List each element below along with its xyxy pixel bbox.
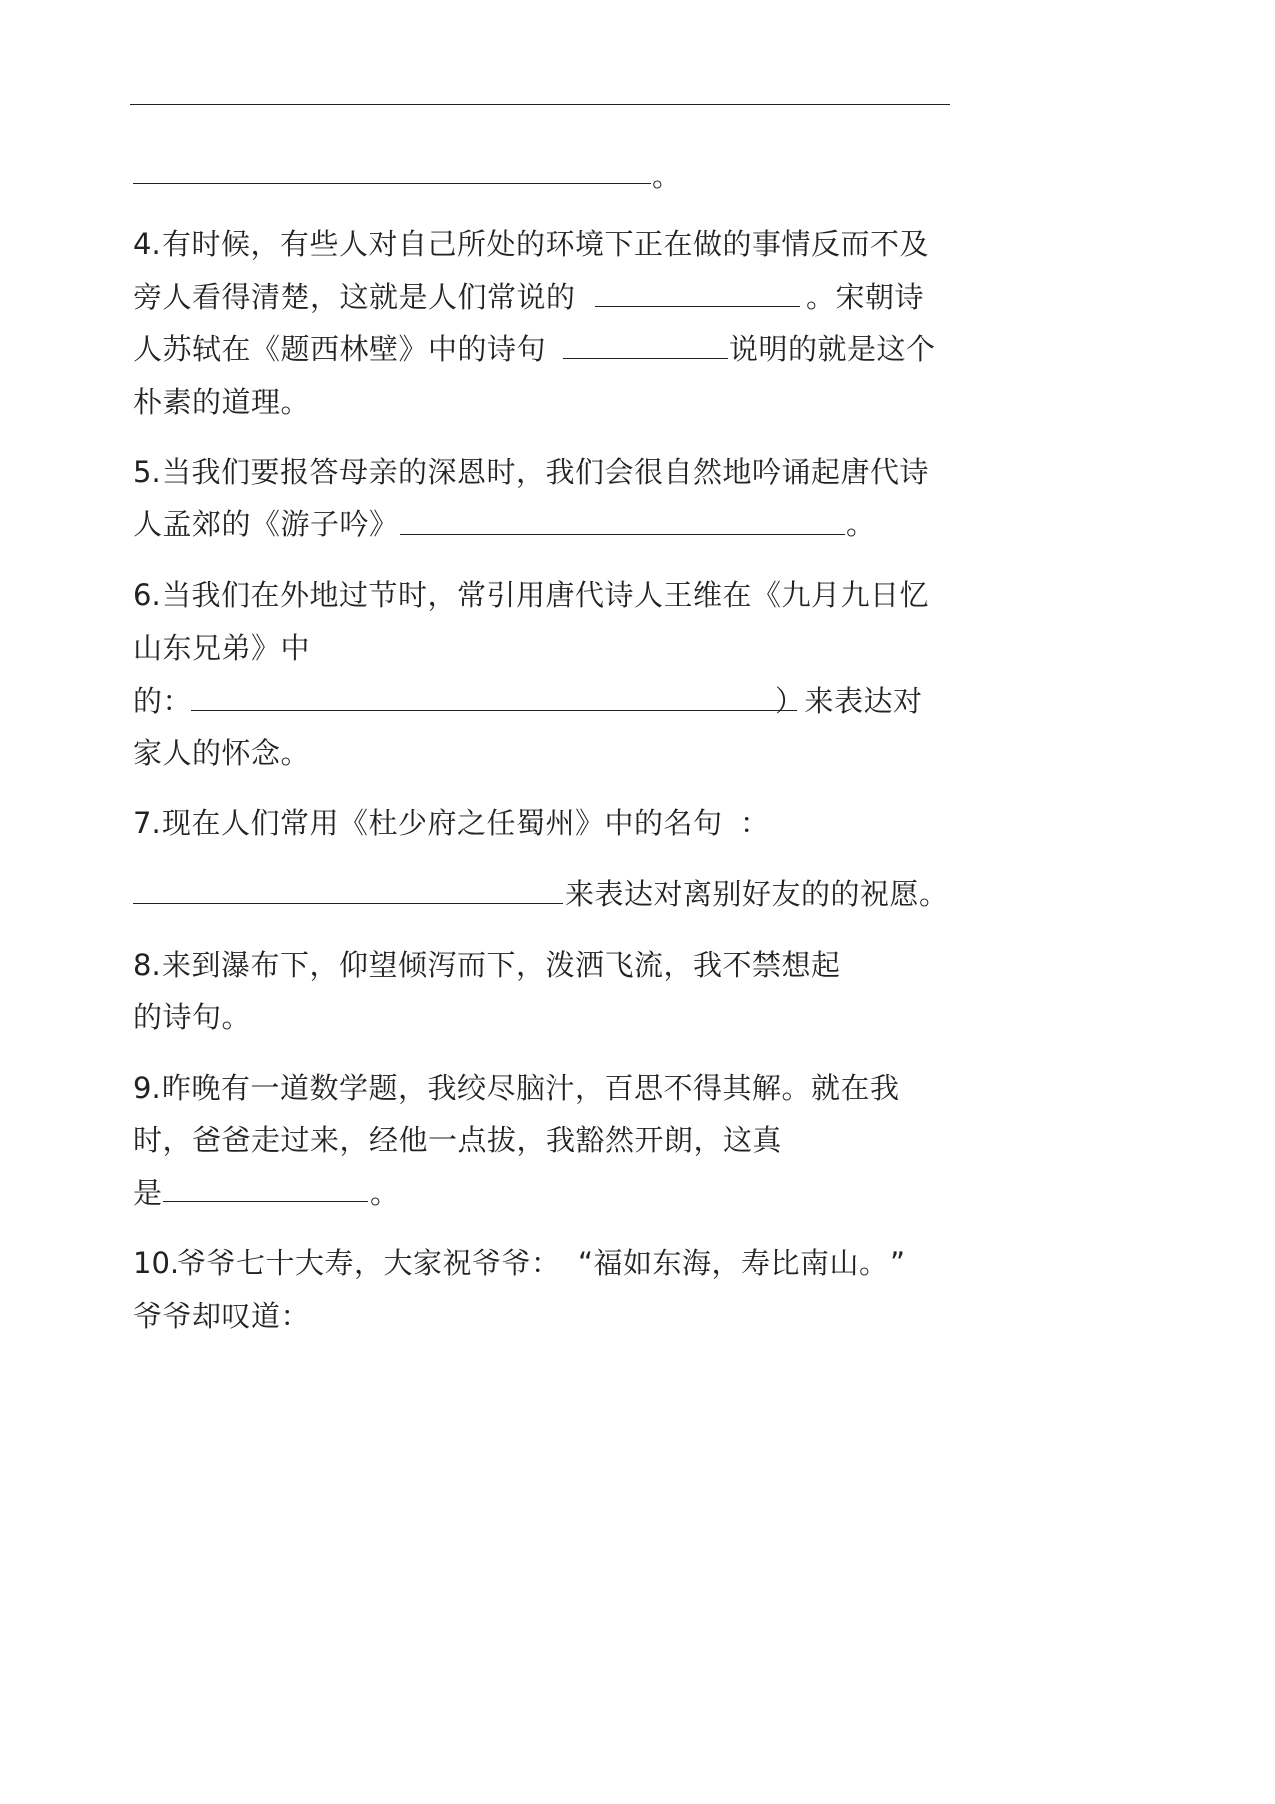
question-text: 爷爷却叹道： xyxy=(133,1299,311,1333)
question-text: 的： xyxy=(133,684,193,718)
top-answer-rule xyxy=(130,104,950,105)
question-text: 旁人看得清楚，这就是人们常说的 xyxy=(133,280,576,314)
question-text: 。宋朝诗 xyxy=(806,280,925,314)
question-text: 。 xyxy=(370,1176,400,1210)
question-text: 是 xyxy=(133,1176,163,1210)
sentence-end: 。 xyxy=(652,159,682,193)
quoted-blessing: “福如东海，寿比南山。 xyxy=(578,1246,889,1280)
answer-blank[interactable] xyxy=(133,903,563,904)
question-text: 的诗句。 xyxy=(133,1000,252,1034)
answer-blank[interactable] xyxy=(595,306,800,307)
question-number: 6. xyxy=(133,578,161,612)
question-number: 7. xyxy=(133,806,161,840)
question-text: 昨晚有一道数学题，我绞尽脑汁，百思不得其解。就在我 xyxy=(162,1071,900,1105)
question-text: 山东兄弟》中 xyxy=(133,631,311,665)
question-text: 说明的就是这个 xyxy=(729,332,936,366)
answer-blank[interactable] xyxy=(191,710,797,711)
answer-blank[interactable] xyxy=(133,183,651,184)
closing-quote: ” xyxy=(890,1246,906,1280)
question-number: 8. xyxy=(133,948,161,982)
question-text: ）来表达对 xyxy=(775,684,923,718)
question-text: 来到瀑布下，仰望倾泻而下，泼洒飞流，我不禁想起 xyxy=(162,948,841,982)
question-number: 4. xyxy=(133,227,161,261)
answer-blank[interactable] xyxy=(163,1201,368,1202)
question-text: 人孟郊的《游子吟》 xyxy=(133,507,399,541)
question-text: 。 xyxy=(846,507,876,541)
question-text: 有时候，有些人对自己所处的环境下正在做的事情反而不及 xyxy=(162,227,930,261)
question-text: 现在人们常用《杜少府之任蜀州》中的名句 xyxy=(162,806,723,840)
answer-blank[interactable] xyxy=(400,534,845,535)
question-text: 爷爷七十大寿，大家祝爷爷： xyxy=(177,1246,561,1280)
question-text: 人苏轼在《题西林壁》中的诗句 xyxy=(133,332,547,366)
question-number: 5. xyxy=(133,455,161,489)
question-text: 当我们要报答母亲的深恩时，我们会很自然地吟诵起唐代诗 xyxy=(162,455,930,489)
question-text: 时，爸爸走过来，经他一点拔，我豁然开朗，这真 xyxy=(133,1123,783,1157)
question-text: ： xyxy=(740,806,770,840)
question-text: 家人的怀念。 xyxy=(133,736,311,770)
question-number: 9. xyxy=(133,1071,161,1105)
question-text: 来表达对离别好友的的祝愿。 xyxy=(565,877,949,911)
question-text: 当我们在外地过节时，常引用唐代诗人王维在《九月九日忆 xyxy=(162,578,930,612)
question-text: 朴素的道理。 xyxy=(133,385,311,419)
answer-blank[interactable] xyxy=(563,358,728,359)
question-number: 10. xyxy=(133,1246,180,1280)
